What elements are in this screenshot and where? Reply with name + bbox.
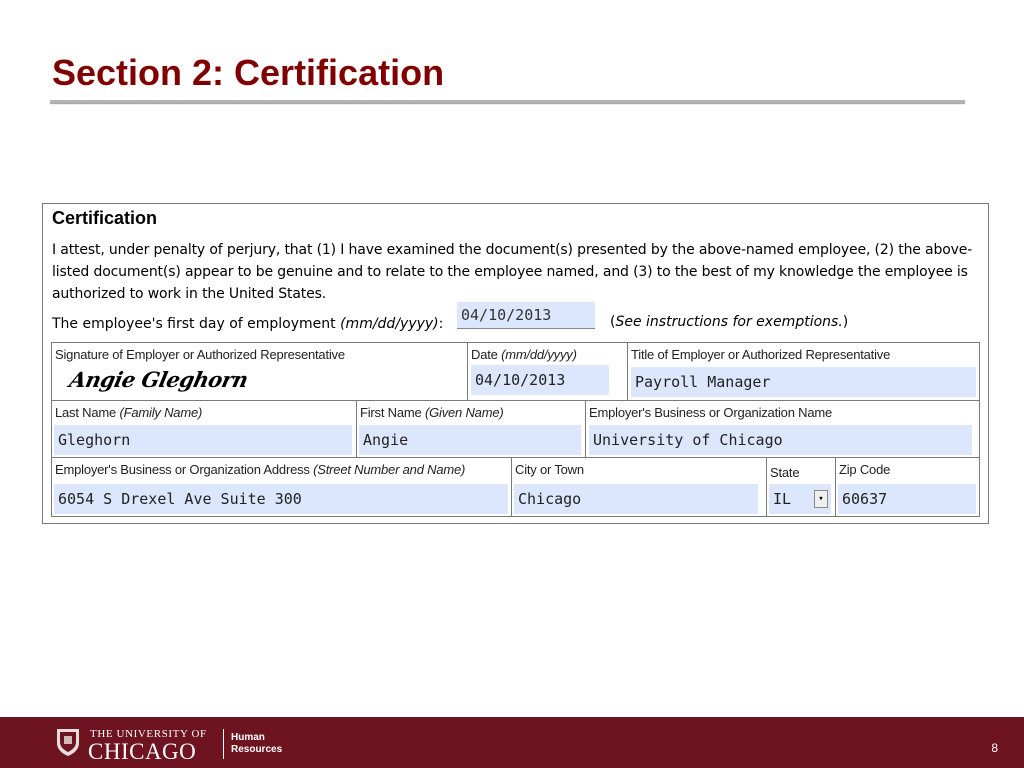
signature-cell: [52, 343, 468, 401]
last-name-cell: [52, 401, 357, 458]
date-input[interactable]: [471, 365, 609, 395]
last-name-input[interactable]: [54, 425, 352, 455]
form-heading: Certification: [52, 208, 158, 228]
department-line-2: Resources: [231, 744, 283, 755]
first-name-cell: [357, 401, 586, 458]
zip-cell: [836, 458, 979, 516]
state-select[interactable]: [769, 484, 831, 514]
city-cell: [512, 458, 767, 516]
business-name-input[interactable]: [589, 425, 972, 455]
title-cell: [628, 343, 979, 401]
city-input[interactable]: [514, 484, 758, 514]
last-name-label: Last Name (Family Name): [55, 405, 203, 420]
exemptions-note: (See instructions for exemptions.): [610, 314, 849, 330]
state-value: IL: [773, 490, 792, 508]
business-name-label: Employer's Business or Organization Name: [589, 405, 833, 420]
title-label: Title of Employer or Authorized Representative: [631, 347, 891, 362]
department-line-1: Human: [231, 732, 265, 743]
university-name: CHICAGO: [88, 739, 197, 764]
first-day-input[interactable]: [457, 302, 595, 329]
dropdown-arrow-icon[interactable]: ▾: [814, 490, 828, 508]
signature-label: Signature of Employer or Authorized Representative: [55, 347, 345, 362]
zip-label: Zip Code: [839, 462, 891, 477]
state-label: State: [770, 465, 800, 480]
title-input[interactable]: [631, 367, 976, 397]
title-divider: [50, 100, 965, 103]
first-day-label: The employee's first day of employment (mm/dd/yyyy):: [52, 316, 444, 332]
address-cell: [52, 458, 512, 516]
first-name-input[interactable]: [359, 425, 581, 455]
date-cell: [468, 343, 628, 401]
first-name-label: First Name (Given Name): [360, 405, 504, 420]
zip-input[interactable]: [838, 484, 976, 514]
business-name-cell: [586, 401, 979, 458]
state-cell: [767, 458, 836, 516]
university-shield-icon: [56, 728, 80, 757]
certification-form: [42, 203, 989, 524]
first-day-row: [52, 314, 977, 336]
date-label: Date (mm/dd/yyyy): [471, 347, 577, 362]
footer-bar: [0, 717, 1024, 768]
address-label: Employer's Business or Organization Address (Street Number and Name): [55, 462, 466, 477]
city-label: City or Town: [515, 462, 584, 477]
page-number: 8: [991, 741, 998, 755]
university-label-top: THE UNIVERSITY OF: [90, 728, 207, 740]
slide-title: Section 2: Certification: [52, 52, 445, 93]
employer-info-grid: [51, 342, 980, 517]
address-input[interactable]: [54, 484, 508, 514]
signature[interactable]: Angie Gleghorn: [67, 367, 251, 392]
footer-divider: [223, 729, 224, 759]
attestation-text: I attest, under penalty of perjury, that (1) I have examined the document(s) presented by the above-named employee, (2) the above-listed document(s) appear to be genuine and to relate to the employee named, and (3) to the best of my knowledge the employee is authorized to work in the United States.: [52, 242, 973, 302]
